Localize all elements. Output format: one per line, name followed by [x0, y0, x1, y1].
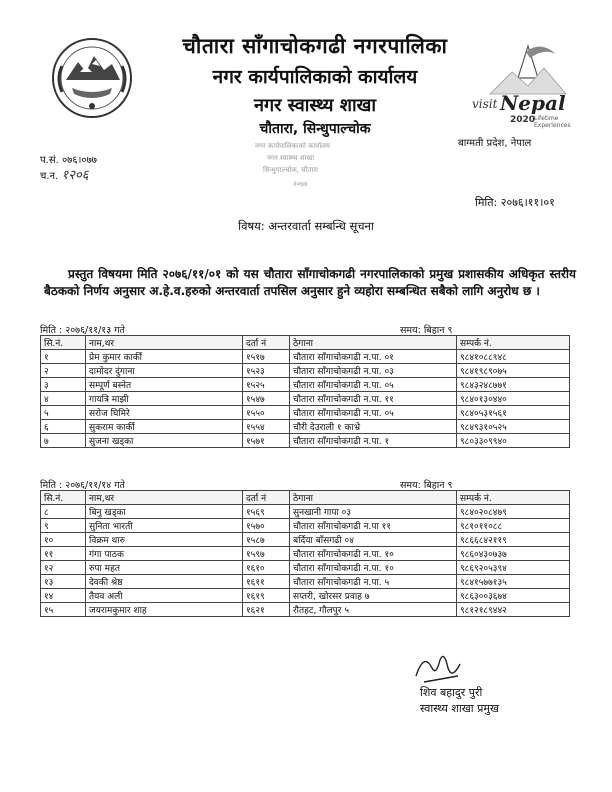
- cell-reg: १५७१: [243, 434, 290, 448]
- cell-sn: ७: [41, 434, 86, 448]
- cell-contact: ९८६३००३६७४: [457, 589, 570, 603]
- table-row: [41, 547, 570, 561]
- table-row: [41, 378, 570, 392]
- cell-contact: ९८६९२०५३९४: [457, 561, 570, 575]
- cell-reg: १५५४: [243, 420, 290, 434]
- col-address: ठेगाना: [290, 336, 457, 350]
- cell-reg: १६१०: [243, 561, 290, 575]
- cell-reg: १५२३: [243, 364, 290, 378]
- cell-address: चौतारा साँगाचोकगढी न.पा. ०३: [290, 364, 457, 378]
- cell-reg: १५४७: [243, 392, 290, 406]
- cell-name: दामोदर दुंगाना: [86, 364, 243, 378]
- office-name: नगर कार्यपालिकाको कार्यालय: [212, 66, 418, 88]
- cell-sn: १: [41, 350, 86, 364]
- cell-name: बिनु खड्का: [86, 505, 243, 519]
- cell-contact: ९८४१०८८९४८: [457, 350, 570, 364]
- cell-name: सुनिता भारती: [86, 519, 243, 533]
- col-name: नाम,थर: [86, 336, 243, 350]
- cell-reg: १५६९: [243, 505, 290, 519]
- col-address: ठेगाना: [290, 491, 457, 505]
- cell-contact: ९८४९३१०५२५: [457, 420, 570, 434]
- cell-sn: १०: [41, 533, 86, 547]
- cell-name: सुकराम कार्की: [86, 420, 243, 434]
- cell-address: बर्दिया बाँसगढी ०४: [290, 533, 457, 547]
- cell-name: गंगा पाठक: [86, 547, 243, 561]
- table-row: [41, 505, 570, 519]
- table-row: [41, 392, 570, 406]
- cell-reg: १६१९: [243, 589, 290, 603]
- cn-label: च.न.: [40, 171, 59, 182]
- experiences-word: Experiences: [534, 122, 571, 129]
- col-contact: सम्पर्क नं.: [457, 336, 570, 350]
- cell-contact: ९८०३३०९९४०: [457, 434, 570, 448]
- cell-name: गायत्रि माझी: [86, 392, 243, 406]
- nepal-word: Nepal: [500, 91, 566, 115]
- table-row: [41, 364, 570, 378]
- cell-address: सुनखानी गापा ०३: [290, 505, 457, 519]
- cell-name: जयरामकुमार शाह: [86, 603, 243, 617]
- cell-name: देवकी श्रेष्ठ: [86, 575, 243, 589]
- cell-reg: १५९७: [243, 547, 290, 561]
- cell-name: सरोज घिमिरे: [86, 406, 243, 420]
- cell-sn: १५: [41, 603, 86, 617]
- visit-word: visit: [472, 97, 498, 111]
- signatory-name: शिव बहादुर पुरी: [420, 686, 483, 699]
- table-row: [41, 350, 570, 364]
- cell-address: चौतारा साँगाचोकगढी न.पा. ०५: [290, 378, 457, 392]
- cell-address: सप्तरी, खोरसर प्रवाह ७: [290, 589, 457, 603]
- col-contact: सम्पर्क नं.: [457, 491, 570, 505]
- table-row: [41, 434, 570, 448]
- cell-contact: ९८६६८४२११९: [457, 533, 570, 547]
- cell-sn: १४: [41, 589, 86, 603]
- cell-name: विक्रम थारु: [86, 533, 243, 547]
- ps-number: प.सं. ०७६।०७७: [40, 155, 97, 166]
- cell-contact: ९८१०११०८८: [457, 519, 570, 533]
- cell-address: चौतारा साँगाचोकगढी न.पा. १०: [290, 561, 457, 575]
- table-header-row: [41, 336, 570, 350]
- section-name: नगर स्वास्थ्य शाखा: [253, 95, 376, 116]
- document-date: मिति: २०७६।११।०१: [475, 196, 555, 209]
- cell-sn: १३: [41, 575, 86, 589]
- table1-time: समय: बिहान ९: [400, 325, 453, 336]
- cell-contact: ९८४०२०८४७९: [457, 505, 570, 519]
- cell-sn: ४: [41, 392, 86, 406]
- table-row: [41, 561, 570, 575]
- stamp-line-3: सिन्धुपाल्चोक, चौतारा: [263, 166, 318, 174]
- stamp-line-1: नगर कार्यपालिकाको कार्यालय: [255, 142, 330, 150]
- cell-address: चौतारा साँगाचोकगढी न.पा ११: [290, 519, 457, 533]
- table1-date: मिति : २०७६/११/१३ गते: [40, 325, 125, 336]
- cell-sn: ५: [41, 406, 86, 420]
- table2-time: समय: बिहान ९: [400, 480, 453, 491]
- interview-table-1: [40, 335, 570, 448]
- table-row: [41, 589, 570, 603]
- cell-address: चौतारा साँगाचोकगढी न.पा. ०१: [290, 350, 457, 364]
- cell-sn: १२: [41, 561, 86, 575]
- cell-name: सम्पूर्ण बस्नेत: [86, 378, 243, 392]
- cell-reg: १६२१: [243, 603, 290, 617]
- cell-contact: ९८४०१३०४४०: [457, 392, 570, 406]
- cell-address: रौतहट, गौलपुर ५: [290, 603, 457, 617]
- cell-reg: १६११: [243, 575, 290, 589]
- signature-mark: [410, 646, 470, 686]
- cell-address: चौतारा साँगाचोकगढी न.पा. ११: [290, 392, 457, 406]
- cn-value: १२०६: [61, 168, 89, 183]
- cell-name: तैयव अली: [86, 589, 243, 603]
- cell-address: चौरी देउराली १ काभ्रे: [290, 420, 457, 434]
- notice-text: प्रस्तुत विषयमा मिति २०७६/११/०१ को यस चौतारा साँगाचोकगढी नगरपालिकाको प्रमुख प्रशासकीय अधिकृत स्तरीय बैठकको निर्णय अनुसार अ.हे.व.हरुको अन्तरवार्ता तपसिल अनुसार हुने व्यहोरा सम्बन्धित सबैको लागि अनुरोध छ ।: [44, 267, 576, 298]
- cell-name: सुजना खड्का: [86, 434, 243, 448]
- cell-name: प्रेम कुमार कार्की: [86, 350, 243, 364]
- col-name: नाम,थर: [86, 491, 243, 505]
- cell-contact: ९८४३२४८७७१: [457, 378, 570, 392]
- cell-reg: १५७०: [243, 519, 290, 533]
- municipality-name: चौतारा साँगाचोकगढी नगरपालिका: [182, 34, 448, 58]
- stamp-line-2: नगर स्वास्थ्य शाखा: [267, 154, 315, 162]
- table-row: [41, 406, 570, 420]
- cell-sn: ८: [41, 505, 86, 519]
- col-reg: दर्ता नं: [243, 336, 290, 350]
- cell-sn: ३: [41, 378, 86, 392]
- cn-row: [40, 168, 97, 184]
- visit-nepal-logo: [470, 38, 580, 134]
- cell-sn: ६: [41, 420, 86, 434]
- office-address: चौतारा, सिन्धुपाल्चोक: [259, 121, 371, 137]
- cell-contact: ९८६०४३०७३७: [457, 547, 570, 561]
- subject-line: विषय: अन्तरवार्ता सम्बन्धि सूचना: [238, 219, 374, 233]
- table2-body: [41, 505, 570, 617]
- table1-body: [41, 350, 570, 448]
- year-word: 2020: [510, 115, 536, 125]
- table-header-row: [41, 491, 570, 505]
- notice-paragraph: [44, 266, 576, 300]
- table2-date: मिति : २०७६/११/१४ गते: [40, 480, 125, 491]
- cell-contact: ९८४१९८९०७५: [457, 364, 570, 378]
- nepal-emblem-logo: [50, 36, 134, 120]
- interview-table-2: [40, 490, 570, 617]
- lifetime-word: Lifetime: [534, 115, 559, 122]
- province-text: बाग्मती प्रदेश, नेपाल: [458, 138, 532, 149]
- table-row: [41, 519, 570, 533]
- table-row: [41, 575, 570, 589]
- cell-reg: १५५०: [243, 406, 290, 420]
- stamp-line-4: २०७४: [293, 180, 308, 188]
- col-sn: सि.नं.: [41, 336, 86, 350]
- cell-address: चौतारा साँगाचोकगढी न.पा. ५: [290, 575, 457, 589]
- cell-name: रुपा महत: [86, 561, 243, 575]
- table-row: [41, 603, 570, 617]
- cell-address: चौतारा साँगाचोकगढी न.पा. १०: [290, 547, 457, 561]
- signatory-title: स्वास्थ्य शाखा प्रमुख: [420, 702, 499, 715]
- office-stamp: [245, 118, 365, 208]
- cell-contact: ९८१२१८९४४२: [457, 603, 570, 617]
- table-row: [41, 420, 570, 434]
- cell-address: चौतारा साँगाचोकगढी न.पा. १: [290, 434, 457, 448]
- cell-contact: ९८४०५३१५६१: [457, 406, 570, 420]
- cell-reg: १५८७: [243, 533, 290, 547]
- cell-sn: ११: [41, 547, 86, 561]
- col-sn: सि.नं.: [41, 491, 86, 505]
- cell-reg: १५२५: [243, 378, 290, 392]
- cell-sn: ९: [41, 519, 86, 533]
- cell-address: चौतारा साँगाचोकगढी न.पा. ०५: [290, 406, 457, 420]
- table-row: [41, 533, 570, 547]
- cell-sn: २: [41, 364, 86, 378]
- cell-contact: ९८४१५७७१३५: [457, 575, 570, 589]
- col-reg: दर्ता नं: [243, 491, 290, 505]
- cell-reg: १५१७: [243, 350, 290, 364]
- reference-block: [40, 153, 97, 184]
